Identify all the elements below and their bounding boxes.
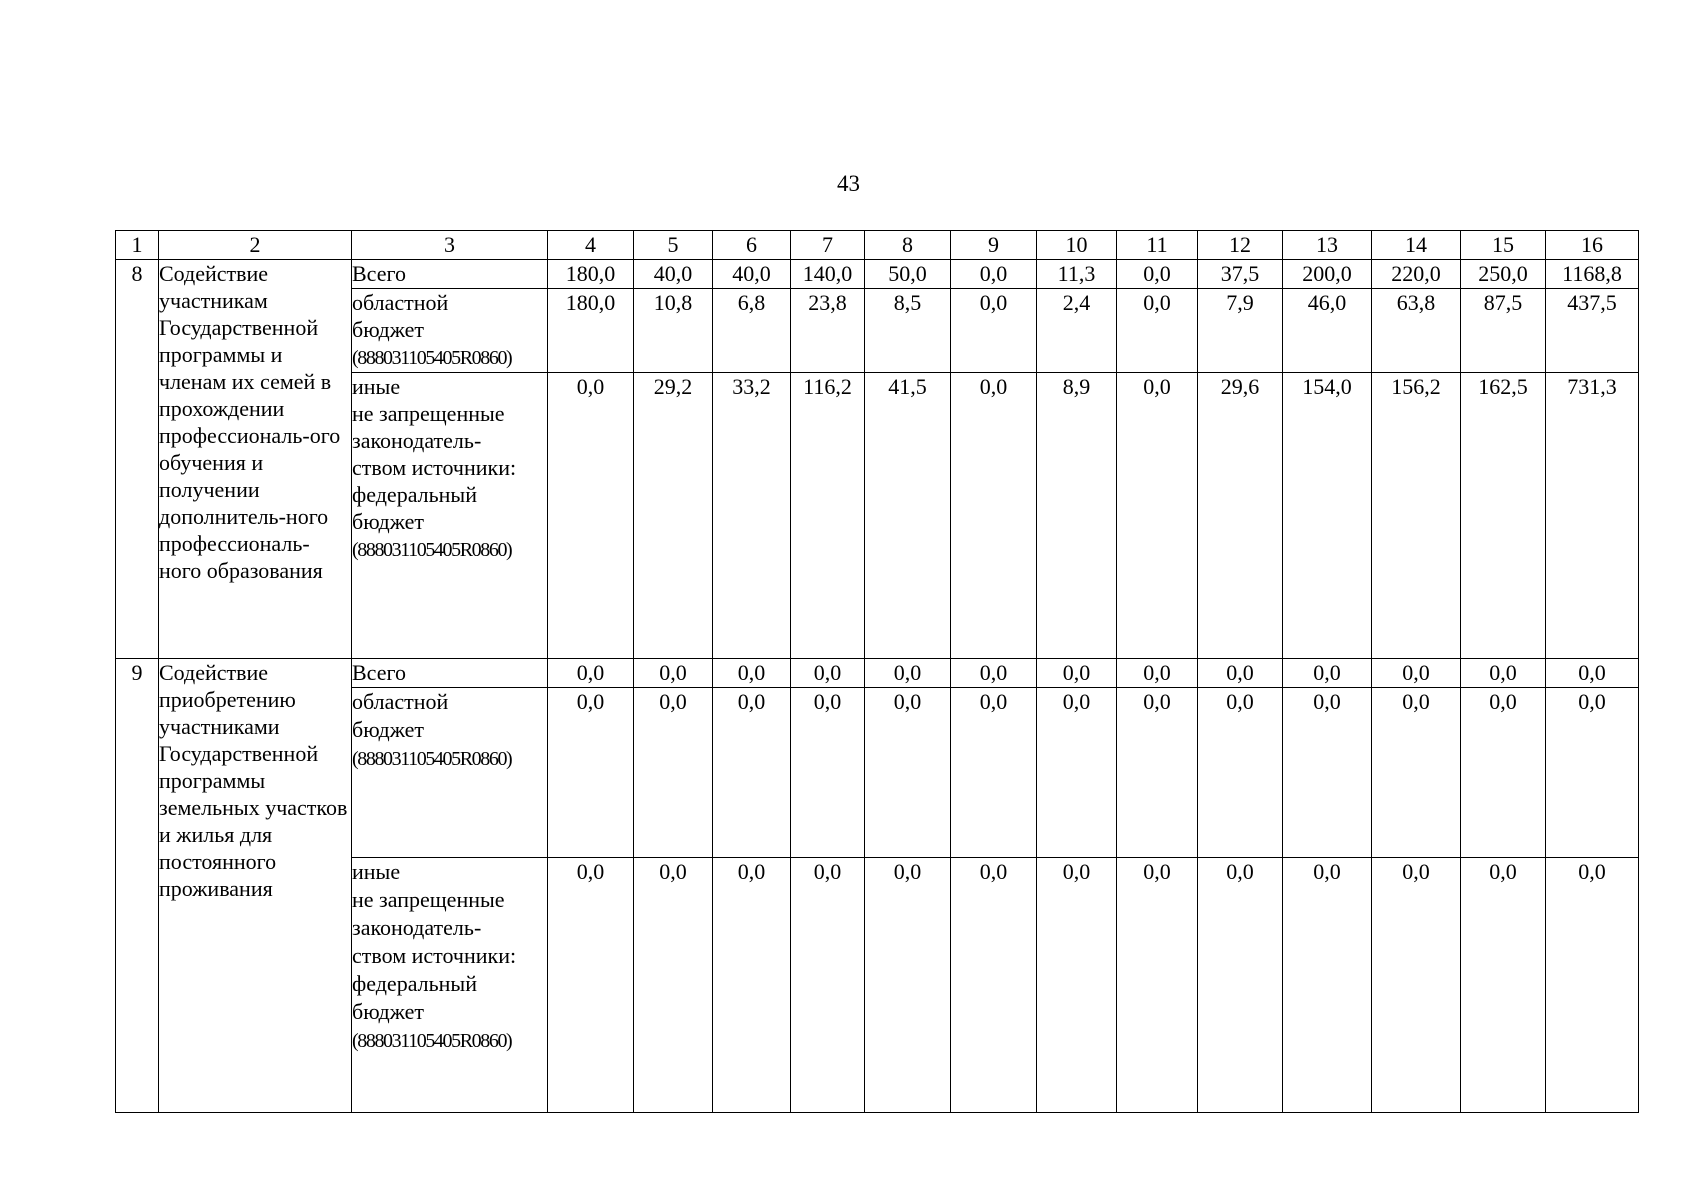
value-cell: 29,2	[634, 373, 713, 659]
source-label: областной бюджет	[352, 689, 449, 742]
value-cell: 0,0	[1546, 688, 1639, 858]
value-cell: 0,0	[1198, 688, 1283, 858]
source-label: областной бюджет	[352, 290, 449, 342]
value-cell: 437,5	[1546, 289, 1639, 373]
header-cell: 1	[116, 231, 159, 260]
table-row	[116, 659, 1639, 688]
value-cell: 0,0	[1283, 688, 1372, 858]
value-cell: 162,5	[1461, 373, 1546, 659]
value-cell: 0,0	[1117, 659, 1198, 688]
value-cell: 731,3	[1546, 373, 1639, 659]
value-cell: 33,2	[713, 373, 791, 659]
row-number: 9	[116, 659, 159, 1113]
value-cell: 0,0	[1372, 688, 1461, 858]
value-cell: 200,0	[1283, 260, 1372, 289]
budget-code: (888031105405R0860)	[352, 347, 512, 369]
budget-code: (888031105405R0860)	[352, 1030, 512, 1052]
funding-source	[352, 858, 548, 1113]
value-cell: 180,0	[548, 260, 634, 289]
value-cell: 0,0	[548, 858, 634, 1113]
header-cell: 10	[1037, 231, 1117, 260]
value-cell: 8,5	[865, 289, 951, 373]
value-cell: 0,0	[1372, 659, 1461, 688]
value-cell: 0,0	[951, 858, 1037, 1113]
value-cell: 0,0	[1546, 659, 1639, 688]
header-row	[116, 231, 1639, 260]
value-cell: 0,0	[951, 688, 1037, 858]
header-cell: 9	[951, 231, 1037, 260]
source-label: иные не запрещенные законодатель- ством источники: федеральный бюджет	[352, 859, 517, 1024]
source-label: иные не запрещенные законодатель- ством источники: федеральный бюджет	[352, 374, 517, 534]
value-cell: 0,0	[865, 659, 951, 688]
value-cell: 0,0	[791, 858, 865, 1113]
value-cell: 46,0	[1283, 289, 1372, 373]
value-cell: 37,5	[1198, 260, 1283, 289]
value-cell: 0,0	[1546, 858, 1639, 1113]
value-cell: 180,0	[548, 289, 634, 373]
value-cell: 2,4	[1037, 289, 1117, 373]
header-cell: 8	[865, 231, 951, 260]
value-cell: 11,3	[1037, 260, 1117, 289]
value-cell: 0,0	[1461, 688, 1546, 858]
funding-source	[352, 373, 548, 659]
value-cell: 0,0	[865, 688, 951, 858]
value-cell: 154,0	[1283, 373, 1372, 659]
header-cell: 11	[1117, 231, 1198, 260]
value-cell: 0,0	[1372, 858, 1461, 1113]
value-cell: 23,8	[791, 289, 865, 373]
value-cell: 0,0	[791, 659, 865, 688]
value-cell: 0,0	[634, 688, 713, 858]
budget-code: (888031105405R0860)	[352, 748, 512, 770]
header-cell: 14	[1372, 231, 1461, 260]
value-cell: 0,0	[1198, 659, 1283, 688]
header-cell: 3	[352, 231, 548, 260]
value-cell: 0,0	[713, 659, 791, 688]
value-cell: 0,0	[1461, 858, 1546, 1113]
header-cell: 6	[713, 231, 791, 260]
header-cell: 12	[1198, 231, 1283, 260]
budget-table	[115, 230, 1639, 1113]
header-cell: 5	[634, 231, 713, 260]
header-cell: 4	[548, 231, 634, 260]
value-cell: 41,5	[865, 373, 951, 659]
value-cell: 40,0	[713, 260, 791, 289]
value-cell: 0,0	[1198, 858, 1283, 1113]
value-cell: 7,9	[1198, 289, 1283, 373]
header-cell: 13	[1283, 231, 1372, 260]
value-cell: 140,0	[791, 260, 865, 289]
value-cell: 0,0	[1283, 659, 1372, 688]
value-cell: 156,2	[1372, 373, 1461, 659]
value-cell: 0,0	[548, 373, 634, 659]
value-cell: 0,0	[1117, 688, 1198, 858]
value-cell: 50,0	[865, 260, 951, 289]
header-cell: 15	[1461, 231, 1546, 260]
value-cell: 87,5	[1461, 289, 1546, 373]
page-number: 43	[837, 171, 860, 196]
value-cell: 0,0	[865, 858, 951, 1113]
value-cell: 0,0	[1117, 858, 1198, 1113]
value-cell: 0,0	[951, 260, 1037, 289]
funding-source	[352, 659, 548, 688]
value-cell: 10,8	[634, 289, 713, 373]
value-cell: 8,9	[1037, 373, 1117, 659]
row-number: 8	[116, 260, 159, 659]
value-cell: 0,0	[1037, 858, 1117, 1113]
value-cell: 0,0	[634, 858, 713, 1113]
funding-source	[352, 289, 548, 373]
value-cell: 0,0	[1117, 289, 1198, 373]
value-cell: 1168,8	[1546, 260, 1639, 289]
value-cell: 0,0	[1037, 688, 1117, 858]
value-cell: 250,0	[1461, 260, 1546, 289]
value-cell: 0,0	[634, 659, 713, 688]
value-cell: 0,0	[1461, 659, 1546, 688]
value-cell: 0,0	[713, 688, 791, 858]
budget-code: (888031105405R0860)	[352, 539, 512, 561]
header-cell: 16	[1546, 231, 1639, 260]
value-cell: 0,0	[951, 289, 1037, 373]
source-label: Всего	[352, 660, 406, 685]
source-label: Всего	[352, 261, 406, 286]
funding-source	[352, 260, 548, 289]
value-cell: 220,0	[1372, 260, 1461, 289]
value-cell: 116,2	[791, 373, 865, 659]
value-cell: 0,0	[951, 373, 1037, 659]
value-cell: 0,0	[1117, 260, 1198, 289]
value-cell: 0,0	[791, 688, 865, 858]
header-cell: 7	[791, 231, 865, 260]
value-cell: 0,0	[1117, 373, 1198, 659]
value-cell: 0,0	[548, 688, 634, 858]
activity-name: Содействие приобретению участниками Государственной программы земельных участков и жилья для постоянного проживания	[159, 659, 352, 1113]
value-cell: 0,0	[713, 858, 791, 1113]
value-cell: 0,0	[951, 659, 1037, 688]
value-cell: 40,0	[634, 260, 713, 289]
table-row	[116, 260, 1639, 289]
activity-name: Содействие участникам Государственной программы и членам их семей в прохождении профессиональ-ого обучения и получении дополнитель-ного профессиональ-ного образования	[159, 260, 352, 659]
value-cell: 0,0	[548, 659, 634, 688]
header-cell: 2	[159, 231, 352, 260]
value-cell: 0,0	[1037, 659, 1117, 688]
value-cell: 29,6	[1198, 373, 1283, 659]
value-cell: 0,0	[1283, 858, 1372, 1113]
value-cell: 63,8	[1372, 289, 1461, 373]
funding-source	[352, 688, 548, 858]
value-cell: 6,8	[713, 289, 791, 373]
